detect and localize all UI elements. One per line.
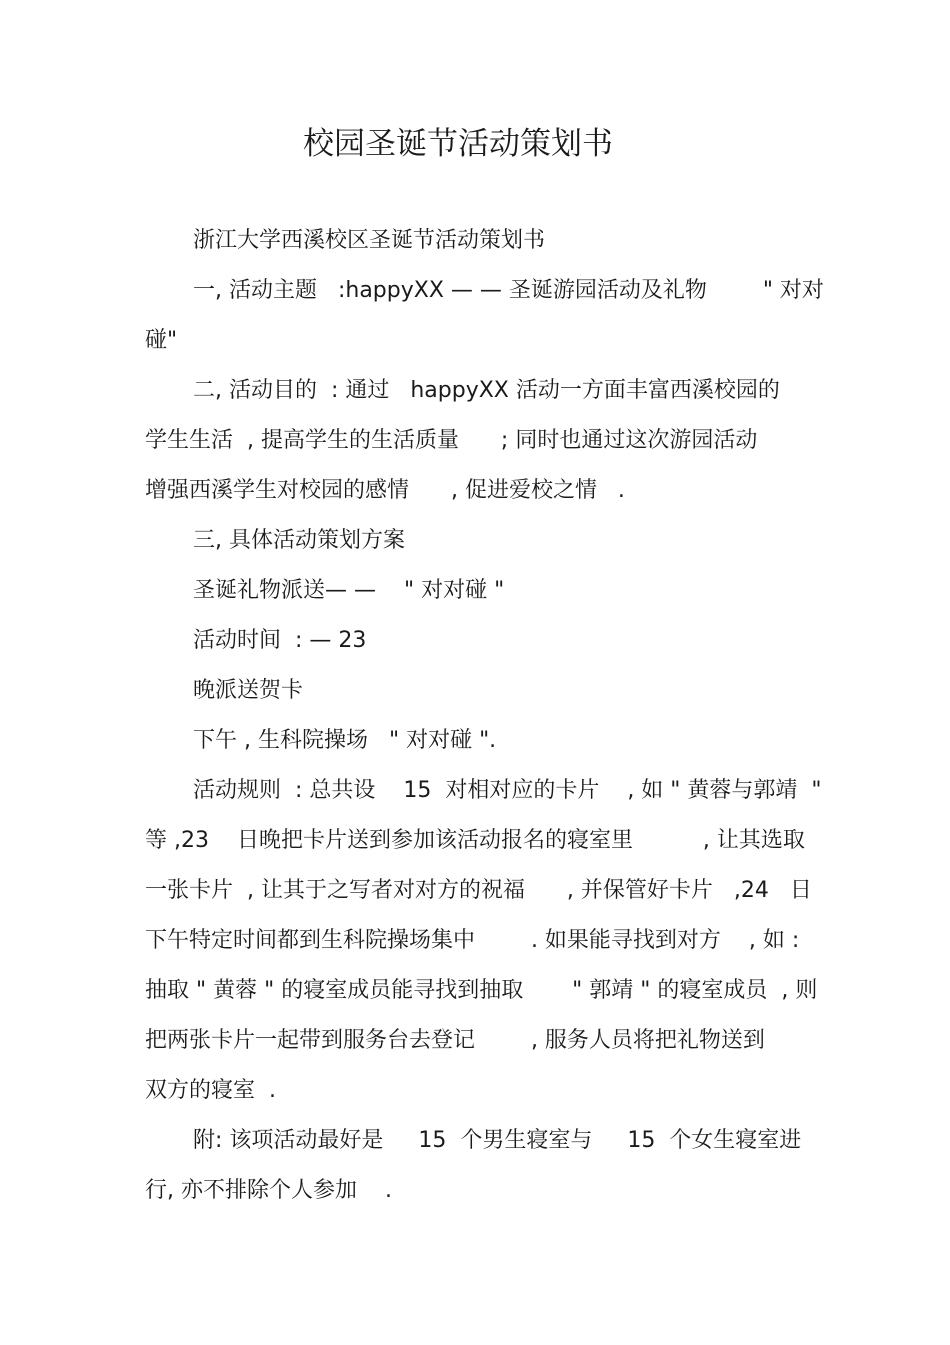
document-title: 校园圣诞节活动策划书 — [303, 126, 613, 162]
line-20: 行, 亦不排除个人参加 . — [145, 1178, 392, 1203]
line-3: 碰" — [145, 328, 178, 353]
line-6: 增强西溪学生对校园的感情 , 促进爱校之情 . — [145, 478, 625, 503]
line-12: 活动规则 : 总共设 15 对相对应的卡片 , 如 " 黄蓉与郭靖 " — [193, 778, 822, 803]
line-1: 浙江大学西溪校区圣诞节活动策划书 — [193, 228, 546, 253]
line-2: 一, 活动主题 :happyXX — — 圣诞游园活动及礼物 " 对对 — [193, 278, 824, 303]
line-8: 圣诞礼物派送— — " 对对碰 " — [193, 578, 505, 603]
line-4: 二, 活动目的 : 通过 happyXX 活动一方面丰富西溪校园的 — [193, 378, 780, 403]
line-9: 活动时间 : — 23 — [193, 628, 367, 653]
line-14: 一张卡片 , 让其于之写者对对方的祝福 , 并保管好卡片 ,24 日 — [145, 878, 812, 903]
line-18: 双方的寝室 . — [145, 1078, 276, 1103]
line-17: 把两张卡片一起带到服务台去登记 , 服务人员将把礼物送到 — [145, 1028, 765, 1053]
line-19: 附: 该项活动最好是 15 个男生寝室与 15 个女生寝室进 — [193, 1128, 802, 1153]
line-16: 抽取 " 黄蓉 " 的寝室成员能寻找到抽取 " 郭靖 " 的寝室成员 , 则 — [145, 978, 818, 1003]
line-5: 学生生活 , 提高学生的生活质量 ; 同时也通过这次游园活动 — [145, 428, 758, 453]
line-11: 下午 , 生科院操场 " 对对碰 ". — [193, 728, 497, 753]
line-13: 等 ,23 日晚把卡片送到参加该活动报名的寝室里 , 让其选取 — [145, 828, 805, 853]
line-15: 下午特定时间都到生科院操场集中 . 如果能寻找到对方 , 如 : — [145, 928, 800, 953]
line-10: 晚派送贺卡 — [193, 678, 304, 703]
line-7: 三, 具体活动策划方案 — [193, 528, 405, 553]
